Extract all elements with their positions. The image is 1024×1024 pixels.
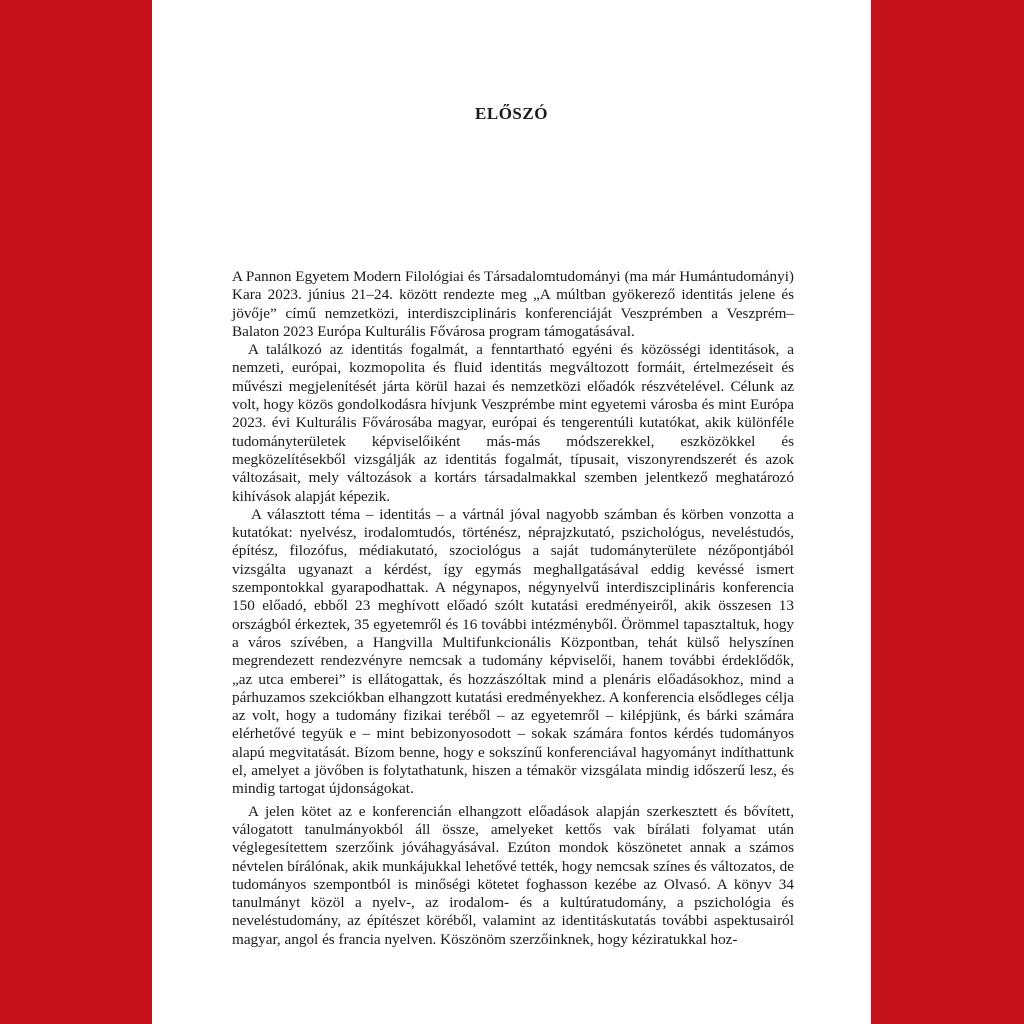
page-title: ELŐSZÓ — [475, 104, 548, 123]
left-red-band — [0, 0, 152, 1024]
paragraph-4: A jelen kötet az e konferencián elhangzott előadások alapján szerkesztett és bővített, válogatott tanulmányokból áll össze, amelyeket kettős vak bírálati folyamat után véglegesítettem szerzőink jóváhagyásával. Ezúton mondok köszönetet annak a számos névtelen bírálónak, akik munkájukkal lehetővé tették, hogy nemcsak színes és változatos, de tudományos szempontból is minőségi kötetet foghasson kezébe az Olvasó. A könyv 34 tanulmányt közöl a nyelv-, az irodalom- és a kultúratudomány, a pszichológia és neveléstudomány, az építészet köréből, valamint az identitáskutatás további aspektusairól magyar, angol és francia nyelven. Köszönöm szerzőinknek, hogy kéziratukkal hoz- — [232, 802, 794, 948]
paragraph-3: A választott téma – identitás – a vártnál jóval nagyobb számban és körben vonzotta a kutatókat: nyelvész, irodalomtudós, történész, néprajzkutató, pszichológus, neveléstudós, építész, filozófus, médiakutató, szociológus a saját tudományterülete nézőpontjából vizsgálta ugyanazt a kérdést, így egymás meghallgatásával eddig kevéssé ismert szempontokkal gyarapodhattak. A négynapos, négynyelvű interdiszciplináris konferencia 150 előadó, ebből 23 meghívott előadó szólt kutatási eredményeiről, akik összesen 13 országból érkeztek, 35 egyetemről és 16 további intézményből. Örömmel tapasztaltuk, hogy a város szívében, a Hangvilla Multifunkcionális Központban, tehát külső helyszínen megrendezett rendezvényre nemcsak a tudomány képviselői, hanem további érdeklődők, „az utca emberei” is ellátogattak, és hozzászóltak mind a plenáris előadásokhoz, mind a párhuzamos szekciókban elhangzott kutatási eredményekhez. A konferencia elsődleges célja az volt, hogy a tudomány fizikai teréből – az egyetemről – kilépjünk, és bárki számára elérhetővé tegyük e – mint bebizonyosodott – sokak számára fontos kérdés tudományos alapú megvitatását. Bízom benne, hogy e sokszínű konferenciával hagyományt indíthattunk el, amelyet a jövőben is folytathatunk, hiszen a témakör vizsgálata mindig időszerű lesz, és mindig tartogat újdonságokat. — [232, 505, 794, 798]
book-page — [152, 0, 871, 1024]
paragraph-1: A Pannon Egyetem Modern Filológiai és Társadalomtudományi (ma már Humántudományi) Kara 2023. június 21–24. között rendezte meg „A múltban gyökerező identitás jelene és jövője” című nemzetközi, interdiszciplináris konferenciáját Veszprémben a Veszprém–Balaton 2023 Európa Kulturális Fővárosa program támogatásával. — [232, 268, 794, 340]
body-text[interactable] — [232, 268, 794, 949]
right-red-band — [871, 0, 1024, 1024]
paragraph-2: A találkozó az identitás fogalmát, a fenntartható egyéni és közösségi identitások, a nemzeti, európai, kozmopolita és fluid identitás megváltozott formáit, értelmezéseit és művészi megjelenítését járta körül hazai és nemzetközi előadók részvételével. Célunk az volt, hogy közös gondolkodásra hívjunk Veszprémbe mint egyetemi városba és mint Európa 2023. évi Kulturális Fővárosába magyar, európai és tengerentúli kutatókat, akik különféle tudományterületek képviselőiként más-más módszerekkel, eszközökkel és megközelítésekből vizsgálják az identitás fogalmát, típusait, viszonyrendszerét és azok változásait, mely változások a kortárs társadalmakkal szemben jelentkező meghatározó kihívások alapját képezik. — [232, 341, 794, 505]
